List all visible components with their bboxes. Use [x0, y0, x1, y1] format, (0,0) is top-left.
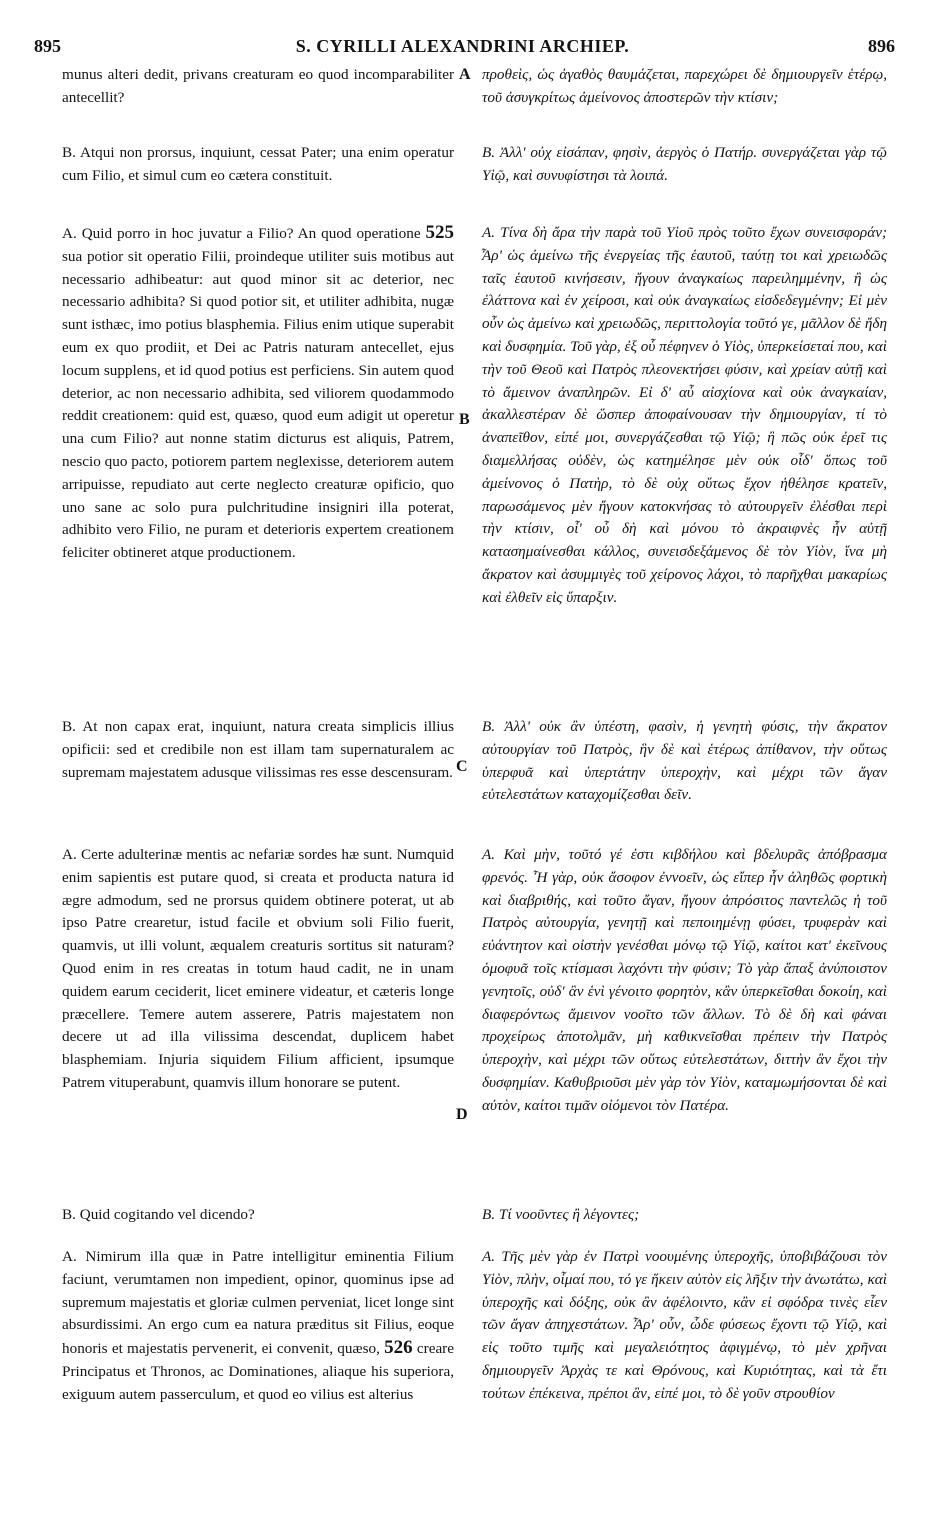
- latin-paragraph-3: [62, 222, 454, 565]
- greek-paragraph-2: B. Ἀλλ' οὐχ εἰσάπαν, φησὶν, ἀεργὸς ὁ Πατήρ. συνεργάζεται γὰρ τῷ Υἱῷ, καὶ συνυφίστησι τὰ λοιπά.: [482, 144, 887, 184]
- latin-paragraph-4: B. At non capax erat, inquiunt, natura creata simplicis illius opificii: sed et credibile non est illam tam supernaturalem ac supremam majestatem adusque vilissimas res esse descensuram.: [62, 718, 454, 781]
- latin-paragraph-1: munus alteri dedit, privans creaturam eo quod incomparabiliter antecellit?: [62, 66, 454, 106]
- greek-paragraph-1: προθεὶς, ὡς ἀγαθὸς θαυμάζεται, παρεχώρει δὲ δημιουργεῖν ἑτέρῳ, τοῦ ἀσυγκρίτως ἀμείνονος ἀποστερῶν τὴν κτίσιν;: [482, 66, 887, 106]
- latin-paragraph-5: A. Certe adulterinæ mentis ac nefariæ sordes hæ sunt. Numquid enim sapientis est putare quod, si creata et producta natura id ægre admodum, sed ne prorsus quidem obtinere poterat, ut ab ipso Patre crearetur, istud facile et obvium soli Filio fuerit, quamvis, ut illi volunt, æqualem creaturis sortitus sit naturam? Quod enim in res creatas in totum haud cadit, ne in unam quidem earum ceciderit, licet eminere videatur, et cæteris longe præcellere. Temere autem asserere, Patris majestatem non decere ut ad illa vilissima descendat, duplicem habet blasphemiam. Injuria siquidem Filium afficient, ipsumque Patrem vituperabunt, quamvis illum honorare se putent.: [62, 846, 454, 1091]
- running-title: S. CYRILLI ALEXANDRINI ARCHIEP.: [295, 36, 630, 56]
- greek-paragraph-5: A. Καὶ μὴν, τοῦτό γέ ἐστι κιβδήλου καὶ βδελυρᾶς ἀπόβρασμα φρενός. Ἦ γὰρ, οὐκ ἄσοφον ἐννοεῖν, ὡς εἴπερ ἦν ἀληθῶς φορτικὴ καὶ διαβριθής, καὶ τοῦτο ἄγαν, ἤγουν ἀπρόσιτος παντελῶς ἡ τοῦ Πατρὸς αὐτουργία, γενητῇ καὶ πεποιημένῃ φύσει, τρυφερὰν καὶ εὐάντητον καὶ οἰστὴν γενέσθαι μόνῳ τῷ Υἱῷ, καίτοι κατ' ἐκεῖνους ὁμοφυᾶ τοῖς κτίσμασι λαχόντι τὴν φύσιν; Τὸ γὰρ ἅπαξ ἀνύποιστον γενητοῖς, οὐδ' ἂν ἑνὶ γένοιτο φορητὸν, κἂν ὑπερκεῖσθαι δοκοίη, καὶ διαφερόντως ἄμεινον νοοῖτο τῶν ἄλλων. Τὸ δὲ δὴ καὶ φάναι προχείρως ἀποτολμᾶν, μὴ καθικνεῖσθαι πρέπειν τὴν Πατρὸς ὑπεροχὴν, καὶ μέχρι τῶν οὕτως εὐτελεστάτων, διττὴν ἂν ἔχοι τὴν δυσφημίαν. Καθυβριοῦσι μὲν γὰρ τὸν Υἱὸν, καταμωμήσονται δὲ καὶ αὐτὸν, καίτοι τιμᾶν οἰόμενοι τὸν Πατέρα.: [482, 846, 887, 1114]
- latin-paragraph-2: B. Atqui non prorsus, inquiunt, cessat Pater; una enim operatur cum Filio, et simul cum eo cætera constituit.: [62, 144, 454, 184]
- greek-paragraph-6: B. Τί νοοῦντες ἢ λέγοντες;: [482, 1206, 640, 1223]
- greek-paragraph-4: B. Ἀλλ' οὐκ ἂν ὑπέστη, φασὶν, ἡ γενητὴ φύσις, τὴν ἄκρατον αὐτουργίαν τοῦ Πατρὸς, ἣν δὲ καὶ ἑτέρως ἀπίθανον, τὴν οὕτως ὑπερφυᾶ καὶ ὑπερτάτην ὑπεροχὴν, καὶ μέχρι τῶν ἄγαν εὐτελεστάτων καταχομίζεσθαι δεῖν.: [482, 718, 887, 804]
- latin-paragraph-7-rest: creare Principatus et Thronos, ac Dominationes, aliaque his superiora, exiguum autem passerculum, et quod eo vilius est alterius: [62, 1340, 454, 1403]
- column-number-525: 525: [425, 222, 455, 243]
- page-number-right: 896: [868, 36, 895, 56]
- latin-paragraph-7: [62, 1246, 454, 1407]
- latin-paragraph-7-start: A. Nimirum illa quæ in Patre intelligitur eminentia Filium faciunt, verumtamen non impedient, opinor, quominus ipse ad supremum majestatis et gloriæ culmen perveniat, licet longe sint absurdissimi. An ergo cum ea natura præditus sit Filius, eoque honoris et majestatis pervenerit, ei convenit, quæso,: [62, 1248, 454, 1358]
- latin-paragraph-3-start: A. Quid porro in hoc juvatur a Filio? An quod operatione: [62, 225, 421, 242]
- greek-paragraph-3: A. Τίνα δὴ ἄρα τὴν παρὰ τοῦ Υἱοῦ πρὸς τοῦτο ἔχων συνεισφοράν; Ἆρ' ὡς ἀμείνω τῆς ἐνεργείας τῆς ἑαυτοῦ, ταύτῃ τοι καὶ χρειωδῶς ταῖς ἑαυτοῦ κινήσεσιν, ἤγουν ἀναγκαίως παρειλημμένην, ἢ ὡς ἐλάττονα καὶ ἐν χείροσι, καὶ οὐκ ἀναγκαίως εἰσδεδεγμένην; Εἰ μὲν οὖν ὡς ἀμείνω καὶ χρειωδῶς, περιττολογία τοῦτό γε, μᾶλλον δὲ ἤδη καὶ δυσφημία. Τοῦ γὰρ, ἐξ οὗ πέφηνεν ὁ Υἱὸς, ὑπερκείσεταί που, καὶ τὴν τοῦ Θεοῦ καὶ Πατρὸς πλεονεκτήσει φύσιν, καὶ χρείαν αὐτῇ καὶ τὸ ἄμεινον ἀναπληρῶν. Εἰ δ' αὖ αἰσχίονα καὶ οὐκ ἀναγκαίαν, ἀκαλλεστέραν δὲ ὥσπερ ἀποφαίνουσαν τὴν δημιουργίαν, τί τὸ ἀναπεῖθον, εἰπέ μοι, συνεργάζεσθαι τῷ Υἱῷ; ἢ πῶς οὐκ ἐρεῖ τις διαμελλήσας οὐδὲν, ὡς κατημέλησε μὲν οὐκ οἶδ' ὅπως τοῦ ἀμείνονος ὁ Πατὴρ, τὸ δὲ οὐχ οὕτως ἔχον ἠθέλησε κρατεῖν, παρωσάμενος μὲν ἤγουν κατοκνήσας τὸ αὐτουργεῖν ἐλέσθαι περὶ τὴν κτίσιν, οἷ' οὗ δὴ καὶ μόνου τὸ ἀκραιφνὲς ἦν αὐτῇ κατασημαίνεσθαι κάλλος, συνεισδεξάμενος δὲ τὸν Υἱὸν, ἵνα μὴ ἄκρατον καὶ ἀσυμμιγὲς τοῦ χείρονος λάχοι, τὸ παρῆχθαι μακαρίως καὶ ἐλθεῖν εἰς ὕπαρξιν.: [482, 224, 887, 606]
- latin-paragraph-6: B. Quid cogitando vel dicendo?: [62, 1206, 255, 1223]
- section-marker-a: A: [459, 66, 471, 83]
- page-number-left: 895: [34, 36, 61, 56]
- latin-paragraph-3-rest: sua potior sit operatio Filii, proindeque utiliter suis motibus aut necessario adhibeatur: aut quod minor sit ac deterior, nec necessario adhibita? Si quod potior sit, et utiliter adhibita, nugæ sunt isthæc, imo potius blasphemia. Filius enim utique superabit eum ex quo prodiit, et Dei ac Patris naturam antecellet, ejus locum supplens, et id quod potius est perficiens. Sin autem quod deterior, ac non necessario adhibita, sed viliorem quodammodo reddit creationem: quid est, quæso, quod eum adigit ut operetur una cum Filio? aut nonne statim dicturus est aliquis, Patrem, nescio quo pacto, potiorem partem neglexisse, deteriorem autem arripuisse, repudiato aut certe neglecto creaturæ opificio, quo uno sane ac solo pura pulchritudine insigniri illa poterat, adhibito vero Filio, ne puram et deterioris expertem creationem feliciter obtineret atque productionem.: [62, 247, 454, 562]
- section-marker-c: C: [456, 758, 468, 775]
- section-marker-d: D: [456, 1106, 468, 1123]
- page-header: [0, 36, 925, 60]
- greek-paragraph-7: A. Τῆς μὲν γὰρ ἐν Πατρὶ νοουμένης ὑπεροχῆς, ὑποβιβάζουσι τὸν Υἱὸν, πλὴν, οἶμαί που, τό γε ἥκειν αὐτὸν εἰς λῆξιν τὴν ἀνωτάτω, καὶ ὑπεροχῆς καὶ δόξης, οὐκ ἂν ἀφέλοιντο, κἂν εἰ σφόδρα τινὲς εἶεν τῶν ἄγαν ἀπηχεστάτων. Ἆρ' οὖν, ὧδε φύσεως ἔχοντι τῷ Υἱῷ, καὶ εἰς τοῦτο τιμῆς καὶ μεγαλειότητος ἀφιγμένῳ, τὸ μὲν χρῆναι δημιουργεῖν Ἀρχὰς τε καὶ Θρόνους, καὶ Κυριότητας, καὶ τὰ ἔτι τούτων ἐπέκεινα, πρέποι ἂν, εἰπέ μοι, τὸ δὲ γοῦν στρουθίον: [482, 1248, 887, 1402]
- column-number-526: 526: [384, 1337, 413, 1359]
- section-marker-b: B: [459, 411, 470, 428]
